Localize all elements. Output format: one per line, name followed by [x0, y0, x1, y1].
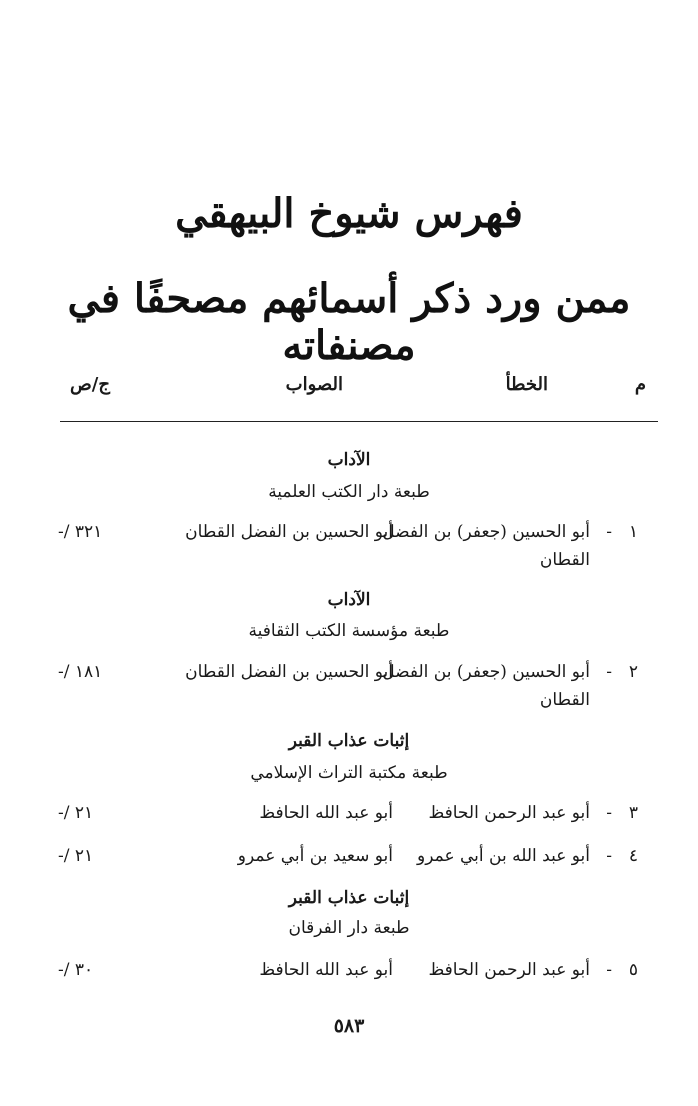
section-title: الآداب [327, 450, 371, 470]
entry-ref: -/ ٢١ [58, 846, 94, 866]
entry-ref: -/ ٣٢١ [58, 522, 103, 542]
entry-correct: أبو عبد الله الحافظ [259, 803, 393, 823]
entry-number: ٢ [628, 662, 638, 682]
entry-error-continuation: القطان [539, 690, 590, 710]
table-row [58, 846, 638, 876]
table-row [58, 522, 638, 582]
header-ref: ج/ص [70, 374, 110, 395]
header-error: الخطأ [505, 374, 548, 395]
entry-correct: أبو عبد الله الحافظ [259, 960, 393, 980]
table-row [58, 803, 638, 833]
section-title: إثبات عذاب القبر [288, 731, 410, 751]
header-correct: الصواب [285, 374, 343, 395]
index-title: فهرس شيوخ البيهقي [175, 190, 523, 237]
section-edition: طبعة دار الكتب العلمية [268, 482, 430, 502]
page-number: ٥٨٣ [333, 1015, 365, 1037]
entry-number: ٤ [628, 846, 638, 866]
entry-error: أبو عبد الرحمن الحافظ [428, 803, 590, 823]
entry-error: أبو الحسين (جعفر) بن الفضل [382, 662, 590, 682]
section-title: إثبات عذاب القبر [288, 888, 410, 908]
header-divider [60, 421, 658, 422]
entry-number: ٥ [628, 960, 638, 980]
index-subtitle: ممن ورد ذكر أسمائهم مصحفًا في مصنفاته [67, 275, 631, 369]
table-row [58, 662, 638, 722]
entry-correct: أبو سعيد بن أبي عمرو [237, 846, 393, 866]
section-edition: طبعة مؤسسة الكتب الثقافية [248, 621, 450, 641]
entry-dash: - [606, 960, 612, 980]
section-edition: طبعة دار الفرقان [288, 918, 410, 938]
entry-dash: - [606, 522, 612, 542]
entry-ref: -/ ١٨١ [58, 662, 103, 682]
header-index: م [634, 374, 646, 395]
entry-dash: - [606, 662, 612, 682]
table-row [58, 960, 638, 990]
entry-number: ٣ [628, 803, 638, 823]
entry-error: أبو عبد الرحمن الحافظ [428, 960, 590, 980]
entry-correct: أبو الحسين بن الفضل القطان [185, 522, 393, 542]
entry-dash: - [606, 846, 612, 866]
entry-correct: أبو الحسين بن الفضل القطان [185, 662, 393, 682]
entry-ref: -/ ٢١ [58, 803, 94, 823]
entry-error-continuation: القطان [539, 550, 590, 570]
section-title: الآداب [327, 590, 371, 610]
entry-error: أبو عبد الله بن أبي عمرو [417, 846, 590, 866]
entry-error: أبو الحسين (جعفر) بن الفضل [382, 522, 590, 542]
section-edition: طبعة مكتبة التراث الإسلامي [250, 763, 448, 783]
entry-ref: -/ ٣٠ [58, 960, 94, 980]
entry-number: ١ [628, 522, 638, 542]
entry-dash: - [606, 803, 612, 823]
